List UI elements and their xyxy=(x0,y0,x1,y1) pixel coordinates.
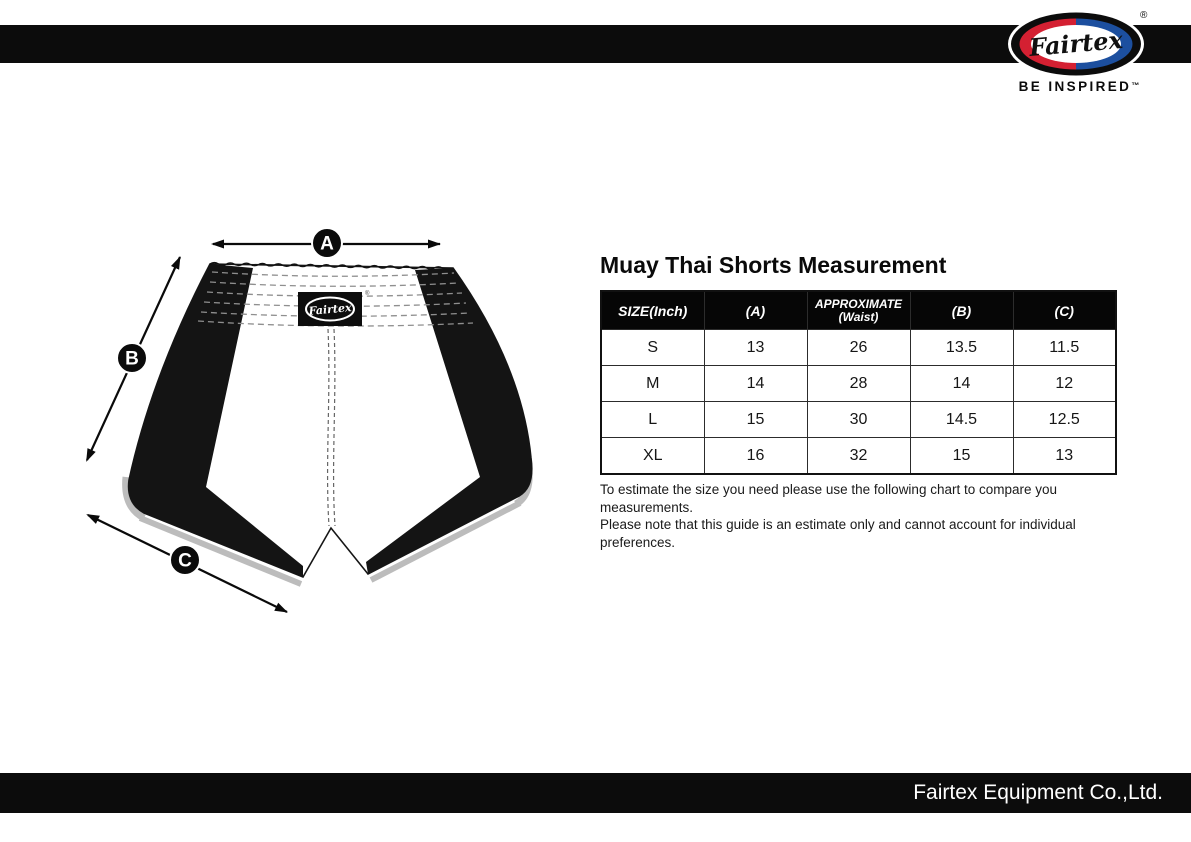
fairtex-logo xyxy=(1000,3,1160,85)
table-cell: 28 xyxy=(807,366,910,402)
table-cell: 16 xyxy=(704,438,807,475)
registered-mark: ® xyxy=(1140,10,1148,21)
size-note-line: Please note that this guide is an estimate only and cannot account for individual preferences. xyxy=(600,517,1076,550)
shorts-diagram xyxy=(60,215,580,645)
size-note xyxy=(600,481,1128,551)
table-cell: L xyxy=(601,402,704,438)
shorts-diagram-svg xyxy=(60,215,580,645)
size-table xyxy=(600,290,1117,475)
company-name: Fairtex Equipment Co.,Ltd. xyxy=(913,781,1163,804)
table-cell: 15 xyxy=(910,438,1013,475)
col-header-c xyxy=(1013,291,1116,330)
patch-logo-text: Fairtex xyxy=(308,301,353,318)
table-cell: XL xyxy=(601,438,704,475)
col-header-label: (C) xyxy=(1054,302,1074,319)
patch-registered-mark: ® xyxy=(365,291,370,297)
col-header-label: (B) xyxy=(951,302,972,319)
col-header-label: APPROXIMATE xyxy=(814,297,903,311)
table-row-l xyxy=(601,402,1116,438)
table-cell: M xyxy=(601,366,704,402)
table-cell: 15 xyxy=(704,402,807,438)
size-table-body xyxy=(601,330,1116,475)
size-table-header xyxy=(601,291,1116,330)
label-c: C xyxy=(178,550,192,572)
table-cell: 30 xyxy=(807,402,910,438)
col-header-approximate-waist xyxy=(807,291,910,330)
table-row-s xyxy=(601,330,1116,366)
brand-tagline xyxy=(998,79,1160,94)
table-cell: 11.5 xyxy=(1013,330,1116,366)
trademark-mark: ™ xyxy=(1131,81,1140,90)
table-row-m xyxy=(601,366,1116,402)
col-header-b xyxy=(910,291,1013,330)
table-cell: 32 xyxy=(807,438,910,475)
logo-script-text: Fairtex xyxy=(1028,24,1124,63)
footer-bar xyxy=(0,773,1191,813)
col-header-size xyxy=(601,291,704,330)
col-header-sublabel: (Waist) xyxy=(838,310,879,324)
fairtex-patch xyxy=(298,290,370,326)
size-note-line: To estimate the size you need please use the following chart to compare you measurements. xyxy=(600,482,1058,515)
col-header-label: SIZE(Inch) xyxy=(618,302,688,319)
col-header-a xyxy=(704,291,807,330)
table-cell: 13 xyxy=(704,330,807,366)
table-cell: 12.5 xyxy=(1013,402,1116,438)
table-cell: 13 xyxy=(1013,438,1116,475)
table-cell: 14 xyxy=(910,366,1013,402)
col-header-label: (A) xyxy=(745,302,766,319)
tagline-text: BE INSPIRED xyxy=(1018,79,1132,94)
label-a: A xyxy=(320,233,334,255)
table-cell: 13.5 xyxy=(910,330,1013,366)
page-title: Muay Thai Shorts Measurement xyxy=(600,252,947,278)
table-cell: S xyxy=(601,330,704,366)
table-row-xl xyxy=(601,438,1116,475)
table-cell: 26 xyxy=(807,330,910,366)
label-b: B xyxy=(125,348,139,370)
table-cell: 14.5 xyxy=(910,402,1013,438)
table-cell: 12 xyxy=(1013,366,1116,402)
table-cell: 14 xyxy=(704,366,807,402)
